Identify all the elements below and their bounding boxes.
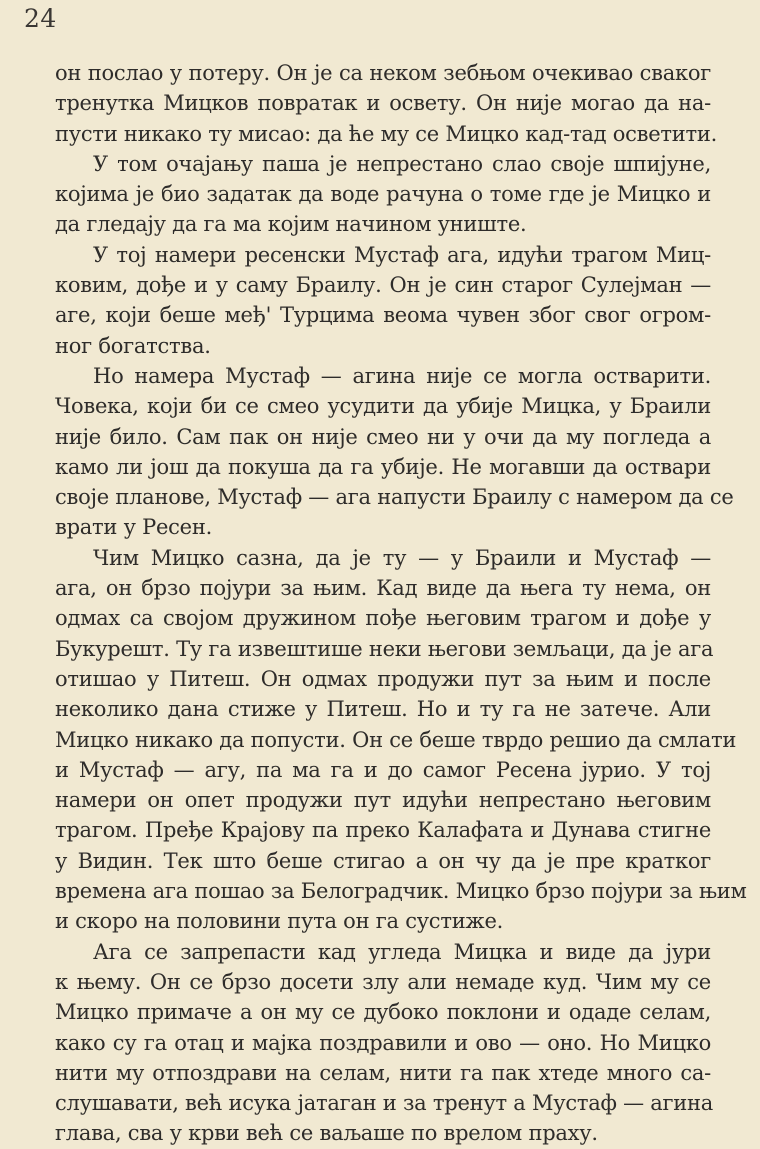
text-line: камо ли још да покуша да га убије. Не могавши да оствари [55, 454, 711, 479]
text-line: Мицко никако да попусти. Он се беше тврдо решио да смлати [55, 727, 737, 752]
text-line: Но намера Мустаф — агина није се могла остварити. [93, 363, 711, 388]
text-line: нити му отпоздрави на селам, нити га пак хтеде много са- [55, 1060, 711, 1085]
text-line: У том очајању паша је непрестано слао своје шпијуне, [93, 151, 711, 176]
text-line: к њему. Он се брзо досети злу али немаде куд. Чим му се [55, 969, 711, 994]
text-line: којима је био задатак да воде рачуна о томе где је Мицко и [55, 182, 711, 207]
text-line: своје планове, Мустаф — ага напусти Браилу с намером да се [55, 485, 734, 510]
text-line: отишао у Питеш. Он одмах продужи пут за њим и после [55, 666, 711, 691]
text-line: времена ага пошао за Белоградчик. Мицко брзо појури за њим [55, 879, 747, 904]
text-line: неколико дана стиже у Питеш. Но и ту га не затече. Али [55, 697, 711, 722]
text-line: слушавати, већ исука јатаган и за тренут а Мустаф — агина [55, 1091, 714, 1116]
text-line: Букурешт. Ту га извештише неки његови земљаци, да је ага [55, 636, 714, 661]
text-line: ковим, дође и у саму Браилу. Он је син старог Сулејман — [55, 273, 711, 298]
text-line: ног богатства. [55, 333, 211, 358]
page-number: 24 [24, 4, 57, 33]
text-line: да гледају да га ма којим начином униште. [55, 212, 527, 237]
text-line: у Видин. Тек што беше стигао а он чу да је пре кратког [55, 848, 711, 873]
body-text [55, 58, 747, 1149]
text-line: како су га отац и мајка поздравили и ово — оно. Но Мицко [55, 1030, 711, 1055]
text-line: одмах са својом дружином пође његовим трагом и дође у [55, 606, 711, 631]
text-line: и скоро на половини пута он га сустиже. [55, 909, 504, 934]
text-line: није било. Сам пак он није смео ни у очи да му погледа а [55, 424, 711, 449]
text-line: Мицко примаче а он му се дубоко поклони и одаде селам, [55, 1000, 711, 1025]
text-line: У тој намери ресенски Мустаф ага, идући трагом Миц- [93, 242, 711, 267]
text-line: и Мустаф — агу, па ма га и до самог Ресена јурио. У тој [55, 757, 711, 782]
text-line: ага, он брзо појури за њим. Кад виде да њега ту нема, он [55, 576, 711, 601]
text-line: Човека, који би се смео усудити да убије Мицка, у Браили [55, 394, 711, 419]
text-line: врати у Ресен. [55, 515, 213, 540]
text-line: тренутка Мицков повратак и освету. Он није могао да на- [55, 91, 711, 116]
text-line: Ага се запрепасти кад угледа Мицка и виде да јури [93, 939, 711, 964]
text-line: пусти никако ту мисао: да ће му се Мицко кад-тад осветити. [55, 121, 718, 146]
text-line: трагом. Пређе Крајову па преко Калафата и Дунава стигне [55, 818, 711, 843]
text-line: аге, који беше међ' Турцима веома чувен због свог огром- [55, 303, 711, 328]
text-line: глава, сва у крви већ се ваљаше по врелом праху. [55, 1121, 598, 1146]
text-line: он послао у потеру. Он је са неком зебњом очекивао сваког [55, 61, 711, 85]
text-line: намери он опет продужи пут идући непрестано његовим [55, 788, 711, 813]
text-line: Чим Мицко сазна, да је ту — у Браили и Мустаф — [93, 545, 711, 570]
